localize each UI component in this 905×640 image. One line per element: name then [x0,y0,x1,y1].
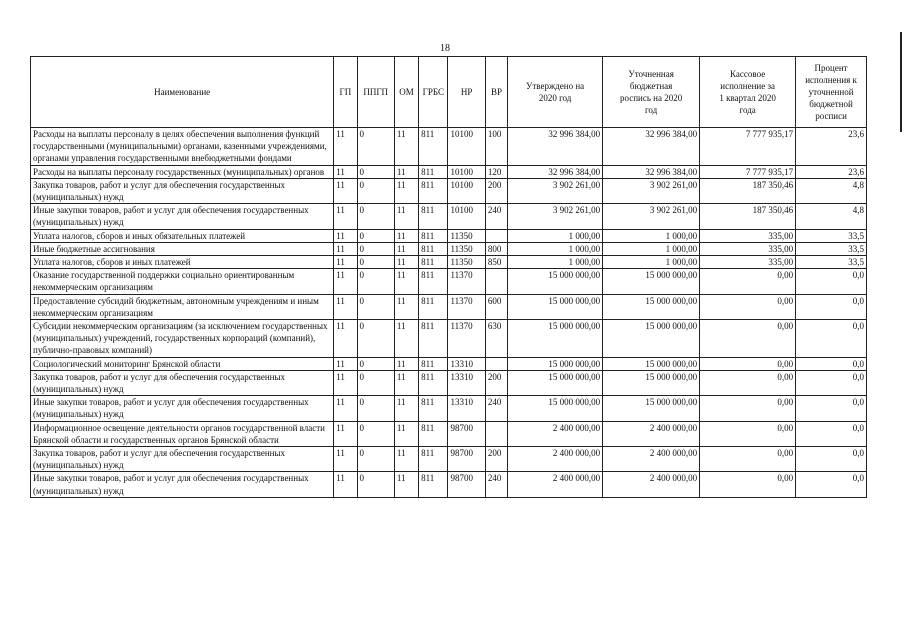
row-gp: 11 [334,370,357,395]
row-approved: 15 000 000,00 [508,370,603,395]
row-percent: 33,5 [796,229,867,242]
row-name: Закупка товаров, работ и услуг для обеспечения государственных (муниципальных) нужд [31,370,334,395]
row-om: 11 [394,396,418,421]
row-nr: 11350 [448,242,485,255]
row-refined: 15 000 000,00 [603,370,700,395]
row-gp: 11 [334,229,357,242]
row-refined: 2 400 000,00 [603,472,700,497]
row-cash: 0,00 [700,421,796,446]
table-header-row [31,57,867,128]
row-approved: 15 000 000,00 [508,357,603,370]
table-row [31,204,867,229]
row-ppgp: 0 [357,370,394,395]
row-cash: 187 350,46 [700,178,796,203]
row-approved: 15 000 000,00 [508,320,603,358]
row-name: Социологический мониторинг Брянской области [31,357,334,370]
row-grbs: 811 [419,472,448,497]
header-percent: Процент исполнения к уточненной бюджетной росписи [796,57,867,128]
row-approved: 2 400 000,00 [508,421,603,446]
row-refined: 32 996 384,00 [603,165,700,178]
row-ppgp: 0 [357,128,394,166]
row-grbs: 811 [419,396,448,421]
row-approved: 2 400 000,00 [508,447,603,472]
header-vr: ВР [485,57,507,128]
row-gp: 11 [334,204,357,229]
row-nr: 10100 [448,204,485,229]
row-nr: 10100 [448,178,485,203]
row-gp: 11 [334,396,357,421]
row-grbs: 811 [419,269,448,294]
row-refined: 15 000 000,00 [603,320,700,358]
row-grbs: 811 [419,320,448,358]
table-row [31,396,867,421]
row-grbs: 811 [419,294,448,319]
row-cash: 0,00 [700,294,796,319]
row-om: 11 [394,320,418,358]
row-approved: 32 996 384,00 [508,128,603,166]
row-percent: 0,0 [796,357,867,370]
row-refined: 3 902 261,00 [603,204,700,229]
row-om: 11 [394,294,418,319]
table-row [31,370,867,395]
table-row [31,294,867,319]
row-cash: 0,00 [700,472,796,497]
header-grbs: ГРБС [419,57,448,128]
row-refined: 15 000 000,00 [603,269,700,294]
row-name: Предоставление субсидий бюджетным, автономным учреждениям и иным некоммерческим организациям [31,294,334,319]
row-nr: 11350 [448,256,485,269]
row-ppgp: 0 [357,165,394,178]
row-gp: 11 [334,447,357,472]
row-om: 11 [394,421,418,446]
row-nr: 11370 [448,320,485,358]
header-name: Наименование [31,57,334,128]
row-percent: 4,8 [796,204,867,229]
row-ppgp: 0 [357,178,394,203]
table-row [31,165,867,178]
row-percent: 0,0 [796,421,867,446]
row-grbs: 811 [419,128,448,166]
row-name: Уплата налогов, сборов и иных обязательных платежей [31,229,334,242]
header-approved: Утверждено на 2020 год [508,57,603,128]
table-row [31,229,867,242]
row-approved: 1 000,00 [508,229,603,242]
row-nr: 11370 [448,294,485,319]
header-nr: НР [448,57,485,128]
row-nr: 13310 [448,357,485,370]
page-number: 18 [440,43,450,54]
header-refined: Уточненная бюджетная роспись на 2020 год [603,57,700,128]
row-ppgp: 0 [357,229,394,242]
table-row [31,128,867,166]
row-cash: 0,00 [700,370,796,395]
row-om: 11 [394,178,418,203]
row-ppgp: 0 [357,320,394,358]
row-grbs: 811 [419,357,448,370]
row-ppgp: 0 [357,269,394,294]
row-grbs: 811 [419,370,448,395]
row-gp: 11 [334,294,357,319]
row-grbs: 811 [419,229,448,242]
row-nr: 13310 [448,396,485,421]
page-edge-mark [900,32,902,132]
row-gp: 11 [334,242,357,255]
row-approved: 1 000,00 [508,256,603,269]
row-refined: 1 000,00 [603,242,700,255]
table-row [31,242,867,255]
row-percent: 33,5 [796,256,867,269]
row-grbs: 811 [419,421,448,446]
row-grbs: 811 [419,165,448,178]
row-percent: 0,0 [796,370,867,395]
row-cash: 187 350,46 [700,204,796,229]
row-approved: 1 000,00 [508,242,603,255]
row-name: Уплата налогов, сборов и иных платежей [31,256,334,269]
row-gp: 11 [334,357,357,370]
row-nr: 98700 [448,421,485,446]
header-cash: Кассовое исполнение за 1 квартал 2020 года [700,57,796,128]
row-refined: 2 400 000,00 [603,421,700,446]
table-row [31,256,867,269]
row-gp: 11 [334,178,357,203]
header-ppgp: ППГП [357,57,394,128]
row-om: 11 [394,256,418,269]
row-approved: 2 400 000,00 [508,472,603,497]
row-vr: 200 [485,370,507,395]
row-percent: 23,6 [796,128,867,166]
row-name: Иные закупки товаров, работ и услуг для обеспечения государственных (муниципальных) нужд [31,204,334,229]
row-percent: 0,0 [796,294,867,319]
row-name: Информационное освещение деятельности органов государственной власти Брянской области и государственных органов Брянской области [31,421,334,446]
row-percent: 33,5 [796,242,867,255]
row-vr [485,229,507,242]
row-om: 11 [394,472,418,497]
row-gp: 11 [334,421,357,446]
row-refined: 1 000,00 [603,256,700,269]
row-vr [485,357,507,370]
row-vr: 630 [485,320,507,358]
header-om: ОМ [394,57,418,128]
table-row [31,472,867,497]
row-refined: 2 400 000,00 [603,447,700,472]
row-cash: 0,00 [700,357,796,370]
row-gp: 11 [334,256,357,269]
row-vr: 240 [485,396,507,421]
row-cash: 335,00 [700,242,796,255]
row-percent: 0,0 [796,269,867,294]
row-percent: 0,0 [796,320,867,358]
row-cash: 335,00 [700,229,796,242]
row-ppgp: 0 [357,472,394,497]
row-cash: 7 777 935,17 [700,128,796,166]
row-vr: 120 [485,165,507,178]
row-percent: 0,0 [796,396,867,421]
row-gp: 11 [334,128,357,166]
row-gp: 11 [334,165,357,178]
row-grbs: 811 [419,256,448,269]
row-nr: 10100 [448,128,485,166]
row-refined: 1 000,00 [603,229,700,242]
row-cash: 0,00 [700,320,796,358]
row-vr: 200 [485,178,507,203]
row-nr: 10100 [448,165,485,178]
table-row [31,178,867,203]
header-gp: ГП [334,57,357,128]
table-row [31,447,867,472]
row-om: 11 [394,357,418,370]
row-vr: 600 [485,294,507,319]
row-vr: 800 [485,242,507,255]
row-cash: 7 777 935,17 [700,165,796,178]
row-vr: 240 [485,204,507,229]
row-vr: 240 [485,472,507,497]
row-om: 11 [394,447,418,472]
row-name: Закупка товаров, работ и услуг для обеспечения государственных (муниципальных) нужд [31,178,334,203]
row-vr: 100 [485,128,507,166]
table-row [31,357,867,370]
row-grbs: 811 [419,204,448,229]
row-nr: 98700 [448,447,485,472]
row-name: Оказание государственной поддержки социально ориентированным некоммерческим организациям [31,269,334,294]
row-grbs: 811 [419,447,448,472]
row-nr: 11350 [448,229,485,242]
row-ppgp: 0 [357,242,394,255]
row-grbs: 811 [419,242,448,255]
row-nr: 11370 [448,269,485,294]
row-vr [485,269,507,294]
table-body [31,128,867,498]
row-vr: 850 [485,256,507,269]
row-gp: 11 [334,472,357,497]
row-om: 11 [394,242,418,255]
row-gp: 11 [334,320,357,358]
row-refined: 15 000 000,00 [603,396,700,421]
row-ppgp: 0 [357,204,394,229]
row-om: 11 [394,370,418,395]
row-ppgp: 0 [357,256,394,269]
row-ppgp: 0 [357,447,394,472]
row-approved: 3 902 261,00 [508,204,603,229]
row-ppgp: 0 [357,357,394,370]
row-approved: 15 000 000,00 [508,396,603,421]
row-percent: 0,0 [796,447,867,472]
row-name: Расходы на выплаты персоналу государственных (муниципальных) органов [31,165,334,178]
row-om: 11 [394,204,418,229]
table-row [31,421,867,446]
row-nr: 98700 [448,472,485,497]
row-refined: 3 902 261,00 [603,178,700,203]
row-refined: 32 996 384,00 [603,128,700,166]
row-name: Иные закупки товаров, работ и услуг для обеспечения государственных (муниципальных) нужд [31,472,334,497]
row-om: 11 [394,229,418,242]
row-om: 11 [394,128,418,166]
budget-table [30,56,867,498]
row-name: Иные бюджетные ассигнования [31,242,334,255]
row-percent: 0,0 [796,472,867,497]
table-row [31,320,867,358]
row-ppgp: 0 [357,421,394,446]
row-refined: 15 000 000,00 [603,357,700,370]
row-ppgp: 0 [357,294,394,319]
row-gp: 11 [334,269,357,294]
row-approved: 3 902 261,00 [508,178,603,203]
row-name: Закупка товаров, работ и услуг для обеспечения государственных (муниципальных) нужд [31,447,334,472]
row-name: Субсидии некоммерческим организациям (за исключением государственных (муниципальных) учреждений, государственных корпораций (компаний), публично-правовых компаний) [31,320,334,358]
row-grbs: 811 [419,178,448,203]
row-cash: 0,00 [700,396,796,421]
row-om: 11 [394,165,418,178]
row-approved: 15 000 000,00 [508,269,603,294]
row-om: 11 [394,269,418,294]
row-percent: 4,8 [796,178,867,203]
row-approved: 32 996 384,00 [508,165,603,178]
row-cash: 0,00 [700,447,796,472]
row-percent: 23,6 [796,165,867,178]
row-vr [485,421,507,446]
row-name: Расходы на выплаты персоналу в целях обеспечения выполнения функций государственными (муниципальными) органами, казенными учреждениями, органами управления государственными внебюджетными фондами [31,128,334,166]
row-vr: 200 [485,447,507,472]
row-nr: 13310 [448,370,485,395]
row-cash: 335,00 [700,256,796,269]
row-ppgp: 0 [357,396,394,421]
row-name: Иные закупки товаров, работ и услуг для обеспечения государственных (муниципальных) нужд [31,396,334,421]
row-cash: 0,00 [700,269,796,294]
row-refined: 15 000 000,00 [603,294,700,319]
row-approved: 15 000 000,00 [508,294,603,319]
table-row [31,269,867,294]
